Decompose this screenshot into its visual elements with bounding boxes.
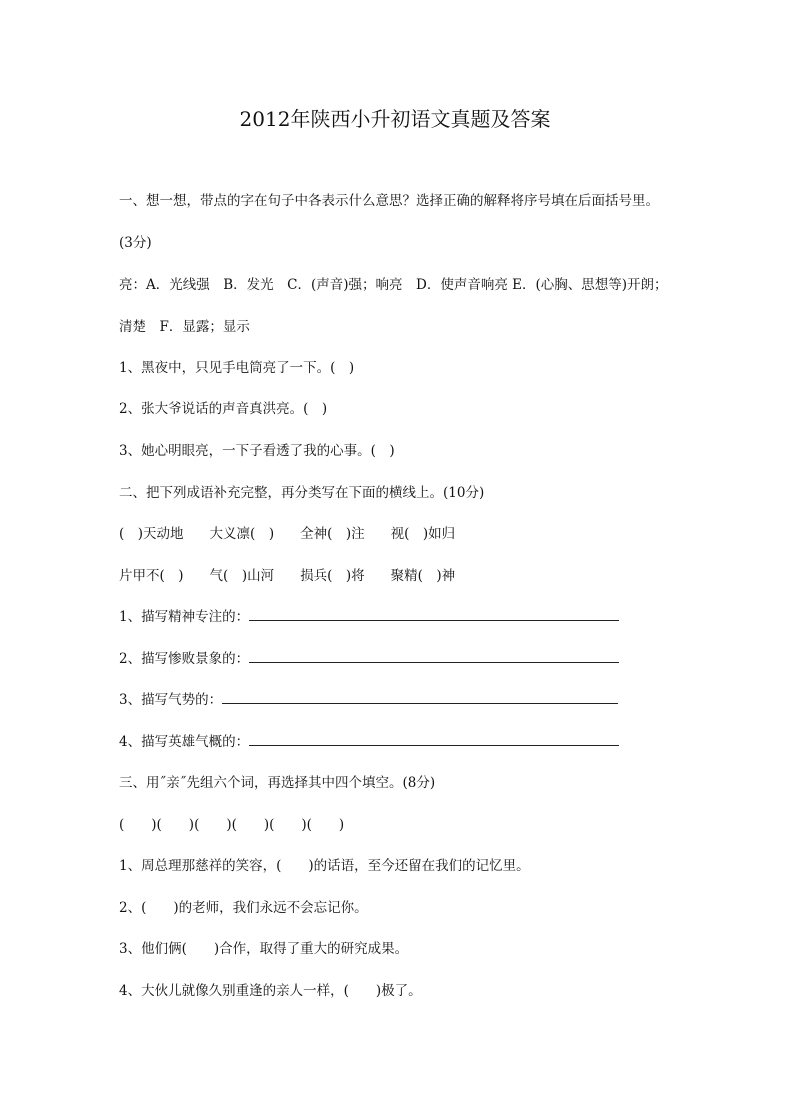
answer-line[interactable]: [249, 650, 619, 663]
answer-line[interactable]: [249, 733, 619, 746]
item-label: 2、描写惨败景象的：: [119, 651, 250, 667]
idiom: 视( )如归: [390, 526, 456, 542]
item-label: 4、描写英雄气概的：: [119, 734, 250, 750]
idiom-row-2: [119, 567, 455, 585]
section2-heading: 二、把下列成语补充完整，再分类写在下面的横线上。(10分): [119, 485, 485, 501]
idiom: 全神( )注: [300, 526, 365, 542]
classification-item-3: [119, 691, 618, 709]
section3-question-2: 2、( )的老师，我们永远不会忘记你。: [119, 900, 368, 916]
idiom: 片甲不( ): [119, 568, 184, 584]
idiom: 气( )山河: [209, 568, 275, 584]
section1-options-line2: 清楚 F．显露；显示: [119, 319, 250, 335]
section3-question-1: 1、周总理那慈祥的笑容，( )的话语，至今还留在我们的记忆里。: [119, 858, 530, 874]
section1-question-3: 3、她心明眼亮，一下子看透了我的心事。( ): [119, 443, 395, 459]
idiom: 损兵( )将: [300, 568, 365, 584]
classification-item-2: [119, 650, 619, 668]
section1-options-line1: 亮：A．光线强 B．发光 C．(声音)强；响亮 D．使声音响亮 E．(心胸、思想等)开朗；: [119, 277, 668, 293]
classification-item-1: [119, 608, 619, 626]
classification-item-4: [119, 733, 619, 751]
section3-question-4: 4、大伙儿就像久别重逢的亲人一样，( )极了。: [119, 983, 422, 999]
section3-question-3: 3、他们俩( )合作，取得了重大的研究成果。: [119, 941, 409, 957]
idiom: 聚精( )神: [390, 568, 456, 584]
answer-line[interactable]: [222, 691, 618, 704]
idiom-row-1: [119, 525, 455, 543]
section3-heading: 三、用˝亲˝先组六个词，再选择其中四个填空。(8分): [119, 775, 436, 791]
section1-score: (3分): [119, 235, 152, 251]
answer-line[interactable]: [249, 608, 619, 621]
item-label: 3、描写气势的：: [119, 692, 223, 708]
section1-question-1: 1、黑夜中，只见手电筒亮了一下。( ): [119, 360, 355, 376]
word-blanks: ( )( )( )( )( )( ): [119, 817, 345, 833]
item-label: 1、描写精神专注的：: [119, 609, 250, 625]
idiom: 大义凛( ): [209, 526, 275, 542]
section1-question-2: 2、张大爷说话的声音真洪亮。( ): [119, 401, 328, 417]
page-title: 2012年陕西小升初语文真题及答案: [239, 107, 551, 131]
idiom: ( )天动地: [119, 526, 184, 542]
section1-heading: 一、想一想，带点的字在句子中各表示什么意思？选择正确的解释将序号填在后面括号里。: [119, 193, 659, 209]
